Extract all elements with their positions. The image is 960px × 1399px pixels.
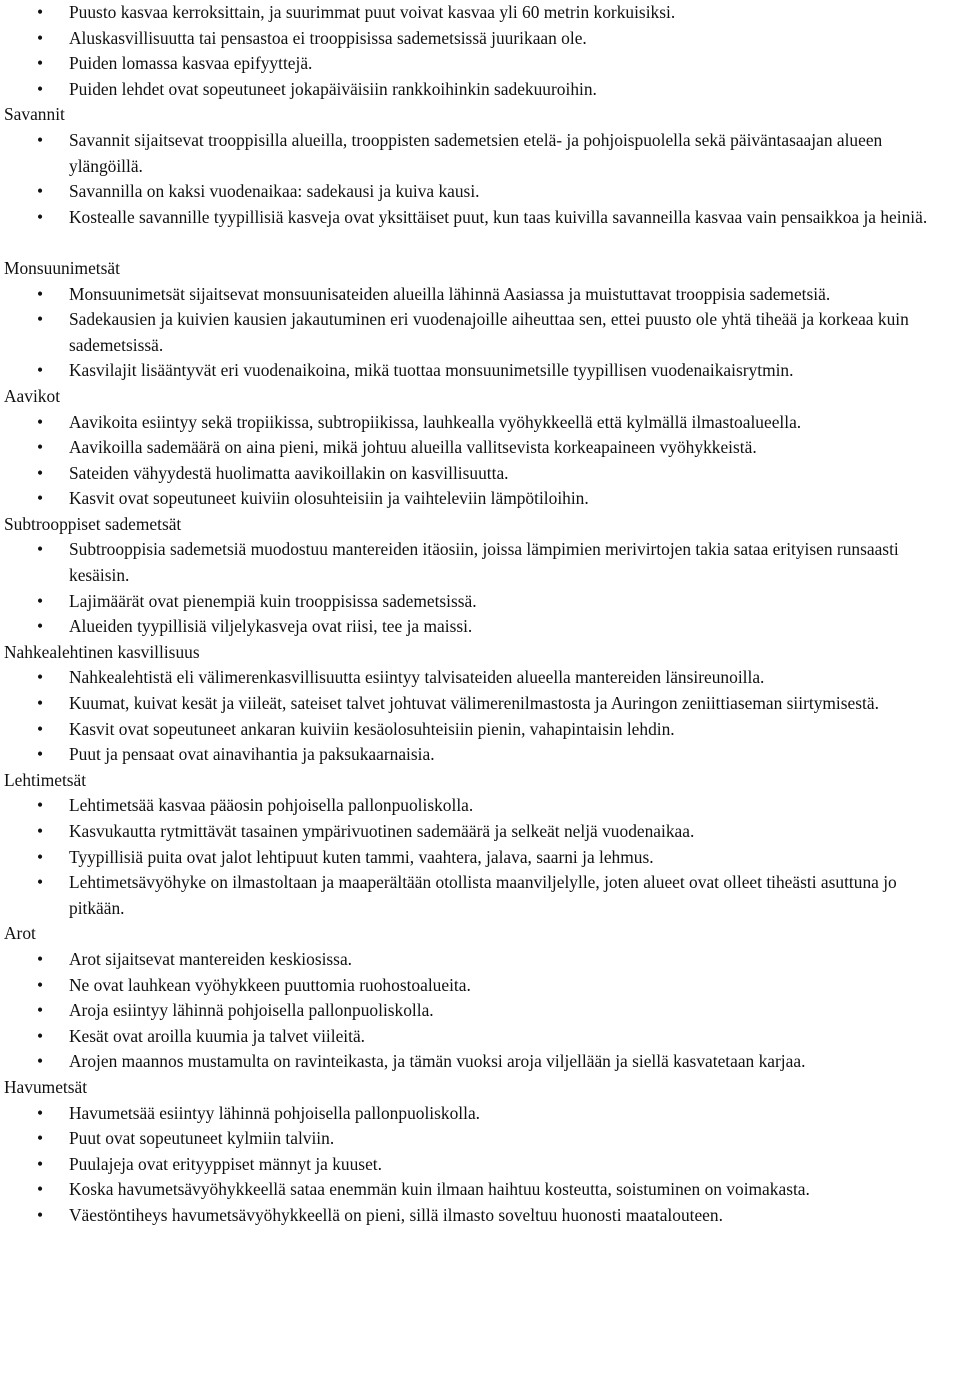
- bullet-icon: •: [37, 206, 44, 227]
- list-item: [4, 1126, 954, 1152]
- list-item: [4, 179, 954, 205]
- list-item: [4, 26, 954, 52]
- bullet-icon: •: [37, 667, 44, 688]
- section-bullet-list: [4, 665, 954, 767]
- section-heading: Savannit: [4, 104, 65, 125]
- bullet-icon: •: [37, 693, 44, 714]
- bullet-icon: •: [37, 309, 44, 330]
- list-item: [4, 128, 954, 179]
- list-item-text: Subtrooppisia sademetsiä muodostuu mantereiden itäosiin, joissa lämpimien merivirtojen takia sataa erityisen runsaasti kesäisin.: [69, 539, 899, 586]
- section: [4, 768, 954, 922]
- list-item: [4, 461, 954, 487]
- list-item-text: Savannit sijaitsevat trooppisilla alueilla, trooppisten sademetsien etelä- ja pohjoispuolella sekä päiväntasaajan alueen ylängöillä.: [69, 129, 883, 176]
- bullet-icon: •: [37, 821, 44, 841]
- list-item-text: Savannilla on kaksi vuodenaikaa: sadekausi ja kuiva kausi.: [69, 181, 480, 202]
- list-item: [4, 205, 954, 231]
- list-item-text: Kesät ovat aroilla kuumia ja talvet viileitä.: [69, 1025, 366, 1046]
- bullet-icon: •: [37, 488, 44, 509]
- bullet-icon: •: [37, 616, 44, 637]
- section-heading: Lehtimetsät: [4, 769, 87, 790]
- list-item: [4, 1203, 954, 1229]
- list-item-text: Puiden lomassa kasvaa epifyyttejä.: [69, 53, 313, 74]
- list-item-text: Ne ovat lauhkean vyöhykkeen puuttomia ruohostoalueita.: [69, 974, 471, 995]
- section: [4, 921, 954, 1075]
- intro-bullet-list: [4, 0, 954, 102]
- list-item: [4, 435, 954, 461]
- list-item: [4, 1101, 954, 1127]
- bullet-icon: •: [37, 539, 44, 560]
- list-item-text: Koska havumetsävyöhykkeellä sataa enemmän kuin ilmaan haihtuu kosteutta, soistuminen on voimakasta.: [69, 1179, 810, 1200]
- bullet-icon: •: [37, 590, 44, 611]
- section-heading: Monsuunimetsät: [4, 257, 120, 278]
- bullet-icon: •: [37, 1179, 44, 1200]
- list-item-text: Alueiden tyypillisiä viljelykasveja ovat riisi, tee ja maissi.: [69, 616, 473, 637]
- list-item: [4, 614, 954, 640]
- list-item-text: Puulajeja ovat erityyppiset männyt ja kuuset.: [69, 1153, 382, 1174]
- list-item: [4, 282, 954, 308]
- section-bullet-list: [4, 1101, 954, 1229]
- section: [4, 102, 954, 230]
- section: [4, 384, 954, 512]
- bullet-icon: •: [37, 78, 44, 99]
- list-item-text: Kasvit ovat sopeutuneet kuiviin olosuhteisiin ja vaihteleviin lämpötiloihin.: [69, 488, 589, 509]
- bullet-icon: •: [37, 462, 44, 483]
- bullet-icon: •: [37, 27, 44, 48]
- list-item: [4, 77, 954, 103]
- list-item-text: Aavikoita esiintyy sekä tropiikissa, subtropiikissa, lauhkealla vyöhykkeellä että kylmällä ilmastoalueella.: [69, 411, 802, 432]
- list-item-text: Aluskasvillisuutta tai pensastoa ei trooppisissa sademetsissä juurikaan ole.: [69, 27, 587, 48]
- section-heading: Aavikot: [4, 385, 61, 406]
- list-item-text: Lehtimetsää kasvaa pääosin pohjoisella pallonpuoliskolla.: [69, 795, 474, 816]
- list-item-text: Arot sijaitsevat mantereiden keskiosissa.: [69, 948, 353, 969]
- list-item: [4, 0, 954, 26]
- list-item-text: Puut ovat sopeutuneet kylmiin talviin.: [69, 1128, 335, 1149]
- list-item: [4, 51, 954, 77]
- bullet-icon: •: [37, 795, 44, 816]
- bullet-icon: •: [37, 1000, 44, 1021]
- section-bullet-list: [4, 282, 954, 384]
- bullet-icon: •: [37, 974, 44, 995]
- list-item-text: Väestöntiheys havumetsävyöhykkeellä on pieni, sillä ilmasto soveltuu huonosti maatalouteen.: [69, 1204, 723, 1225]
- list-item: [4, 1049, 954, 1075]
- bullet-icon: •: [37, 1128, 44, 1149]
- list-item: [4, 717, 954, 743]
- section-bullet-list: [4, 537, 954, 639]
- list-item-text: Nahkealehtistä eli välimerenkasvillisuutta esiintyy talvisateiden alueella mantereiden länsireunoilla.: [69, 667, 765, 688]
- list-item-text: Kuumat, kuivat kesät ja viileät, sateiset talvet johtuvat välimerenilmastosta ja Auringon zeniittiaseman siirtymisestä.: [69, 693, 879, 714]
- list-item: [4, 819, 954, 845]
- section-heading: Subtrooppiset sademetsät: [4, 513, 182, 534]
- list-item: [4, 486, 954, 512]
- bullet-icon: •: [37, 181, 44, 202]
- list-item-text: Aroja esiintyy lähinnä pohjoisella pallonpuoliskolla.: [69, 1000, 434, 1021]
- list-item: [4, 845, 954, 871]
- list-item: [4, 307, 954, 358]
- list-item-text: Lajimäärät ovat pienempiä kuin trooppisissa sademetsissä.: [69, 590, 477, 611]
- bullet-icon: •: [37, 948, 44, 969]
- list-item: [4, 665, 954, 691]
- list-item: [4, 793, 954, 819]
- section: [4, 512, 954, 640]
- section: [4, 256, 954, 384]
- bullet-icon: •: [37, 437, 44, 458]
- bullet-icon: •: [37, 846, 44, 867]
- list-item: [4, 870, 954, 921]
- list-item-text: Puut ja pensaat ovat ainavihantia ja paksukaarnaisia.: [69, 744, 435, 765]
- list-item: [4, 1177, 954, 1203]
- list-item: [4, 742, 954, 768]
- bullet-icon: •: [37, 129, 44, 150]
- list-item: [4, 1024, 954, 1050]
- bullet-icon: •: [37, 1025, 44, 1046]
- list-item: [4, 691, 954, 717]
- list-item-text: Havumetsää esiintyy lähinnä pohjoisella pallonpuoliskolla.: [69, 1102, 481, 1123]
- list-item-text: Aavikoilla sademäärä on aina pieni, mikä johtuu alueilla vallitsevista korkeapaineen vyöhykkeistä.: [69, 437, 757, 458]
- section: [4, 640, 954, 768]
- bullet-icon: •: [37, 2, 44, 22]
- section: [4, 1075, 954, 1229]
- list-item-text: Tyypillisiä puita ovat jalot lehtipuut kuten tammi, vaahtera, jalava, saarni ja lehmus.: [69, 846, 654, 867]
- bullet-icon: •: [37, 53, 44, 74]
- bullet-icon: •: [37, 411, 44, 432]
- list-item-text: Kasvit ovat sopeutuneet ankaran kuiviin kesäolosuhteisiin pienin, vahapintaisin lehdin.: [69, 718, 675, 739]
- list-item-text: Puiden lehdet ovat sopeutuneet jokapäiväisiin rankkoihinkin sadekuuroihin.: [69, 78, 597, 99]
- section-bullet-list: [4, 793, 954, 921]
- bullet-icon: •: [37, 1102, 44, 1123]
- section-heading: Arot: [4, 923, 36, 944]
- list-item: [4, 410, 954, 436]
- section-bullet-list: [4, 947, 954, 1075]
- section-heading: Havumetsät: [4, 1076, 88, 1097]
- list-item-text: Puusto kasvaa kerroksittain, ja suurimmat puut voivat kasvaa yli 60 metrin korkuisiksi.: [69, 2, 676, 22]
- section-bullet-list: [4, 410, 954, 512]
- document-sections: [4, 102, 954, 1228]
- list-item: [4, 1152, 954, 1178]
- section-heading: Nahkealehtinen kasvillisuus: [4, 641, 200, 662]
- list-item: [4, 537, 954, 588]
- list-item-text: Kasvukautta rytmittävät tasainen ympärivuotinen sademäärä ja selkeät neljä vuodenaikaa.: [69, 821, 695, 841]
- list-item-text: Arojen maannos mustamulta on ravinteikasta, ja tämän vuoksi aroja viljellään ja siellä kasvatetaan karjaa.: [69, 1051, 806, 1072]
- list-item-text: Kostealle savannille tyypillisiä kasveja ovat yksittäiset puut, kun taas kuivilla savanneilla kasvaa vain pensaikkoa ja heiniä.: [69, 206, 928, 227]
- bullet-icon: •: [37, 283, 44, 304]
- section-bullet-list: [4, 128, 954, 230]
- bullet-icon: •: [37, 1153, 44, 1174]
- list-item-text: Sateiden vähyydestä huolimatta aavikoillakin on kasvillisuutta.: [69, 462, 509, 483]
- bullet-icon: •: [37, 718, 44, 739]
- bullet-icon: •: [37, 1204, 44, 1225]
- list-item-text: Kasvilajit lisääntyvät eri vuodenaikoina, mikä tuottaa monsuunimetsille tyypillisen vuodenaikaisrytmin.: [69, 360, 794, 381]
- list-item: [4, 973, 954, 999]
- list-item: [4, 998, 954, 1024]
- list-item: [4, 947, 954, 973]
- bullet-icon: •: [37, 360, 44, 381]
- bullet-icon: •: [37, 744, 44, 765]
- bullet-icon: •: [37, 1051, 44, 1072]
- list-item-text: Lehtimetsävyöhyke on ilmastoltaan ja maaperältään otollista maanviljelylle, joten alueet ovat olleet tiheästi asuttuna jo pitkään.: [69, 872, 897, 918]
- bullet-icon: •: [37, 872, 44, 893]
- list-item: [4, 358, 954, 384]
- list-item: [4, 589, 954, 615]
- list-item-text: Sadekausien ja kuivien kausien jakautuminen eri vuodenajoille aiheuttaa sen, ettei puusto ole yhtä tiheää ja korkeaa kuin sademetsissä.: [69, 309, 909, 355]
- list-item-text: Monsuunimetsät sijaitsevat monsuunisateiden alueilla lähinnä Aasiassa ja muistuttavat trooppisia sademetsiä.: [69, 283, 831, 304]
